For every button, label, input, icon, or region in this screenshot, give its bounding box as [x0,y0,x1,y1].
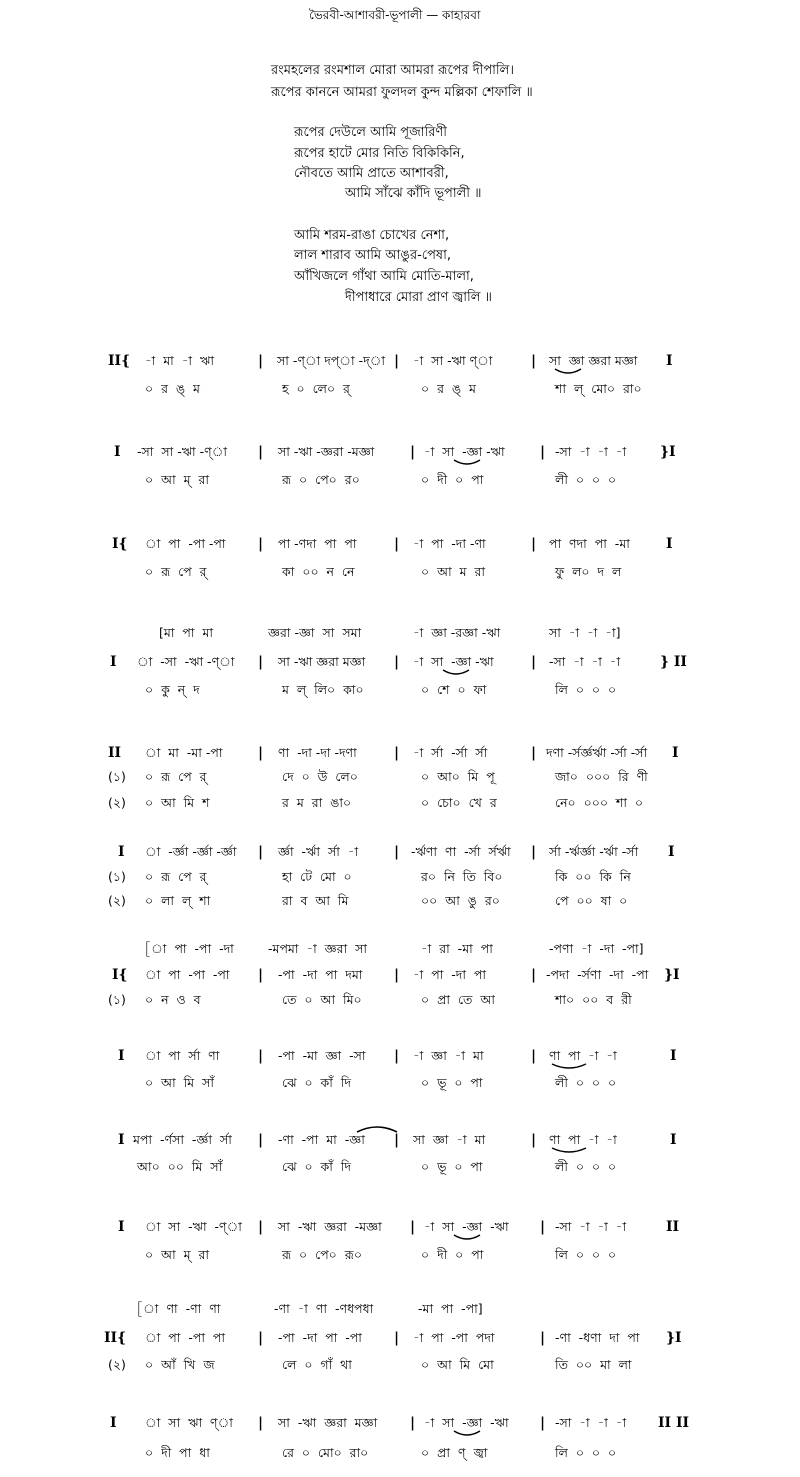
song-title: ভৈরবী-আশাবরী-ভূপালী — কাহারবা [309,8,481,22]
notation-measure: -সা সা -ঋা -ণ্‌া [137,444,228,459]
lyric-syllables: লে ০ গাঁ থা [282,1357,352,1372]
notation-measure: া -সা -ঋা -ণ্‌া [137,654,235,669]
lyric-line: আঁখিজলে গাঁথা আমি মোতি-মালা, [294,269,474,284]
lyric-syllables: ০ আ মি মো [421,1357,494,1372]
notation-measure: র্সা -র্ঋর্জ্ঞা -র্ঋা -র্সা [549,844,639,859]
lyric-syllables: ০ দী পা ধা [145,1445,210,1460]
bar-marker: I [666,353,673,369]
lyric-syllables: র ম রা ঙা০ [282,795,352,810]
lyric-syllables: ০ দী ০ পা [421,1247,484,1262]
lyric-syllables: ০ লা ল্‌ শা [145,893,211,908]
bar-line: | [540,1330,546,1346]
notation-measure: সা -ণ্‌া দপ্‌া -দ্‌া [277,353,386,368]
notation-measure: সা -ঋা -জ্ঞরা -মজ্ঞা [278,444,375,459]
bar-line: | [394,654,400,670]
lyric-syllables: ০ আ ম্‌ রা [145,1247,209,1262]
notation-measure: া সা -ঋা -ণ্‌া [145,1219,242,1234]
notation-measure: ণা -দা -দা -দণা [278,745,357,760]
lyric-syllables: ০ চো০ খে র [421,795,497,810]
notation-measure: -া সা -জ্ঞা -ঋা [424,1219,509,1234]
bar-line: | [531,967,537,983]
notation-measure: -ণা -ধণা দা পা [555,1330,640,1345]
notation-measure: া মা -মা -পা [145,745,223,760]
notation-measure: -ণা -পা মা -জ্ঞা [278,1132,365,1147]
bar-marker: I [118,1132,125,1148]
variation-measure: সা -া -া -া] [549,625,621,640]
notation-measure: পা ণদা পা -মা [549,536,630,551]
lyric-syllables: ০ দী ০ পা [421,472,484,487]
lyric-syllables: রূ ০ পে০ রূ০ [282,1247,362,1262]
variation-measure: জ্ঞরা -জ্ঞা সা সমা [268,625,362,640]
bar-line: | [258,654,264,670]
lyric-line: নৌবতে আমি প্রাতে আশাবরী, [294,166,449,181]
notation-measure: -সা -া -া -া [555,444,627,459]
verse-number: (১) [108,869,126,884]
lyric-syllables: ০ আ ম্‌ রা [145,472,209,487]
bar-line: | [394,967,400,983]
verse-number: (১) [108,769,126,784]
bar-line: | [394,536,400,552]
notation-measure: -া পা -পা পদা [413,1330,495,1345]
bar-marker: I [672,745,679,761]
lyric-syllables: ফু ল০ দ ল [555,564,622,579]
lyric-syllables: ০ রূ পে র্‌ [145,769,207,784]
bar-line: | [258,1219,264,1235]
notation-measure: -া সা -ঋা ণ্‌া [413,353,493,368]
lyric-syllables: ০ আ মি সাঁ [145,1075,214,1090]
bar-marker: I [666,536,673,552]
bar-marker: }I [660,444,676,460]
bar-marker: II [666,1219,680,1235]
lyric-syllables: লী ০ ০ ০ [555,1075,617,1090]
bar-line: | [531,844,537,860]
notation-measure: -পা -দা পা -পা [278,1330,362,1345]
notation-measure: -া সা -জ্ঞা -ঋা [413,654,494,669]
bar-marker: II{ [104,1330,127,1346]
variation-measure: -া জ্ঞা -রজ্ঞা -ঋা [413,625,501,640]
lyric-syllables: রে ০ মো০ রা০ [282,1445,369,1460]
notation-measure: -পদা -র্সণা -দা -পা [546,967,649,982]
notation-measure: সা জ্ঞা জ্ঞরা মজ্ঞা [549,353,638,368]
bar-marker: I [118,1219,125,1235]
lyric-syllables: ০ ন ও ব [145,992,201,1007]
lyric-syllables: ০ রূ পে র্‌ [145,869,207,884]
lyric-syllables: শা ল্‌ মো০ রা০ [555,381,642,396]
notation-measure: সা -ঋা জ্ঞরা মজ্ঞা [278,1415,378,1430]
bar-line: | [258,1048,264,1064]
notation-measure: পা -ণদা পা পা [278,536,357,551]
bar-marker: I [670,1048,677,1064]
bar-line: | [531,353,537,369]
verse-number: (২) [108,1357,126,1372]
notation-measure: া পা -পা -পা [145,967,230,982]
bar-line: | [410,1415,416,1431]
bar-line: | [531,745,537,761]
bar-line: | [394,1132,400,1148]
bar-line: | [540,1415,546,1431]
lyric-syllables: ০ আ০ মি পূ [421,769,495,784]
notation-measure: -র্ঋণা ণা -র্সা র্সর্ঋা [411,844,511,859]
bar-line: | [258,353,264,369]
variation-measure: -পণা -া -দা -পা] [549,941,644,956]
lyric-syllables: লি ০ ০ ০ [555,682,617,697]
notation-measure: া পা র্সা ণা [145,1048,220,1063]
notation-measure: মপা -র্ণসা -র্জ্ঞা র্সা [133,1132,232,1147]
notation-measure: সা -ঋা জ্ঞরা -মজ্ঞা [278,1219,382,1234]
lyric-syllables: হা টে মো ০ [282,869,352,884]
bar-line: | [258,745,264,761]
bar-line: | [540,1219,546,1235]
lyric-syllables: ০ র ঙ্‌ ম [421,381,476,396]
bar-line: | [258,444,264,460]
bar-marker: I{ [112,536,128,552]
lyric-syllables: দে ০ উ লে০ [282,769,358,784]
bar-marker: I [670,1132,677,1148]
lyric-syllables: জা০ ০০০ রি ণী [555,769,648,784]
variation-measure: -মপমা -া জ্ঞরা সা [268,941,367,956]
lyric-syllables: ০ কু ন্‌ দ [145,682,200,697]
bar-line: | [394,1330,400,1346]
notation-measure: -া মা -া ঋা [145,353,214,368]
bar-line: | [258,1330,264,1346]
lyric-syllables: ০ ভূ ০ পা [421,1159,483,1174]
notation-measure: দণা -র্সর্জ্ঞর্ঋা -র্সা -র্সা [546,745,648,760]
lyric-syllables: তি ০০ মা লা [555,1357,632,1372]
lyric-syllables: লি ০ ০ ০ [555,1445,617,1460]
lyric-syllables: ০ র ঙ্‌ ম [145,381,200,396]
slur-mark [441,668,471,678]
notation-measure: -সা -া -া -া [555,1415,627,1430]
slur-mark [452,1233,482,1243]
bar-marker: II{ [108,353,131,369]
lyric-line: দীপাধারে মোরা প্রাণ জ্বালি ॥ [345,290,492,305]
notation-measure: -া জ্ঞা -া মা [413,1048,484,1063]
variation-measure: [মা পা মা [159,625,214,640]
lyric-syllables: ০ প্রা তে আ [421,992,495,1007]
notation-measure: া পা -পা -পা [145,536,226,551]
bar-line: | [258,1132,264,1148]
bar-line: | [258,536,264,552]
lyric-syllables: শা০ ০০ ব রী [555,992,632,1007]
lyric-syllables: ঝে ০ কাঁ দি [282,1159,352,1174]
notation-measure: র্জ্ঞা -র্ঋা র্সা -া [278,844,359,859]
lyric-syllables: কা ০০ ন নে [282,564,355,579]
verse-number: (১) [108,992,126,1007]
bar-line: | [531,654,537,670]
bar-line: | [394,844,400,860]
notation-measure: া পা -পা পা [145,1330,226,1345]
slur-mark [355,1122,399,1134]
bar-marker: }I [666,1330,682,1346]
variation-measure: [া ণা -ণা ণা [137,1301,221,1316]
bar-line: | [531,1048,537,1064]
lyric-line: রূপের কাননে আমরা ফুলদল কুন্দ মল্লিকা শেফালি ॥ [271,85,533,100]
bar-line: | [410,1219,416,1235]
lyric-syllables: র০ নি তি বি০ [421,869,503,884]
lyric-syllables: লী ০ ০ ০ [555,472,617,487]
bar-line: | [258,967,264,983]
lyric-syllables: হ ০ লে০ র্‌ [282,381,350,396]
lyric-syllables: লী ০ ০ ০ [555,1159,617,1174]
lyric-syllables: রূ ০ পে০ র০ [282,472,360,487]
notation-measure: -সা -া -া -া [555,1219,627,1234]
bar-line: | [531,1132,537,1148]
lyric-syllables: রা ব আ মি [282,893,349,908]
slur-mark [550,1062,588,1072]
bar-marker: I [668,844,675,860]
notation-measure: ণা পা -া -া [549,1132,617,1147]
lyric-syllables: ০ ভূ ০ পা [421,1075,483,1090]
lyric-syllables: ঝে ০ কাঁ দি [282,1075,352,1090]
bar-marker: }I [664,967,680,983]
bar-marker: I [110,1415,117,1431]
lyric-line: রূপের দেউলে আমি পূজারিণী [294,125,447,140]
lyric-syllables: নে০ ০০০ শা ০ [555,795,644,810]
bar-line: | [394,1048,400,1064]
lyric-syllables: পে ০০ ষা ০ [555,893,628,908]
lyric-line: রংমহলের রংমশাল মোরা আমরা রূপের দীপালি। [271,63,514,78]
bar-marker: I [118,844,125,860]
bar-line: | [410,444,416,460]
variation-measure: -মা পা -পা] [418,1301,483,1316]
bar-line: | [258,844,264,860]
bar-marker: I [118,1048,125,1064]
lyric-syllables: ০ শে ০ ফা [421,682,487,697]
bar-line: | [394,745,400,761]
notation-measure: -া পা -দা পা [413,967,487,982]
bar-marker: I [110,654,117,670]
lyric-syllables: কি ০০ কি নি [555,869,631,884]
bar-line: | [394,353,400,369]
notation-measure: সা জ্ঞা -া মা [413,1132,486,1147]
verse-number: (২) [108,893,126,908]
slur-mark [553,367,583,377]
lyric-syllables: ০ আ ম রা [421,564,485,579]
bar-marker: I [114,444,121,460]
verse-number: (২) [108,795,126,810]
lyric-line: লাল শারাব আমি আঙুর-পেষা, [294,248,451,263]
bar-marker: I{ [112,967,128,983]
notation-measure: -া র্সা -র্সা র্সা [413,745,488,760]
lyric-syllables: তে ০ আ মি০ [282,992,362,1007]
slur-mark [452,1429,482,1439]
notation-measure: -া পা -দা -ণা [413,536,486,551]
lyric-line: রূপের হাটে মোর নিতি বিকিকিনি, [294,146,465,161]
lyric-syllables: ম ল্‌ লি০ কা০ [282,682,364,697]
lyric-syllables: ০ প্রা ণ্‌ জ্বা [421,1445,488,1460]
lyric-syllables: আ০ ০০ মি সাঁ [137,1159,223,1174]
variation-measure: [া পা -পা -দা [145,941,234,956]
lyric-line: আমি শরম-রাঙা চোখের নেশা, [294,228,450,243]
bar-marker: II [108,745,122,761]
notation-measure: -পা -দা পা দমা [278,967,363,982]
notation-measure: -পা -মা জ্ঞা -সা [278,1048,366,1063]
bar-marker: } II [660,654,687,670]
lyric-line: আমি সাঁঝে কাঁদি ভূপালী ॥ [345,186,482,201]
lyric-syllables: ০ আ মি শ [145,795,210,810]
notation-measure: া -র্জ্ঞা -র্জ্ঞা -র্জ্ঞা [145,844,237,859]
lyric-syllables: লি ০ ০ ০ [555,1247,617,1262]
variation-measure: -ণা -া ণা -ণধপধা [274,1301,374,1316]
slur-mark [550,1146,588,1156]
bar-line: | [531,536,537,552]
notation-measure: া সা ঋা ণ্‌া [145,1415,233,1430]
variation-measure: -া রা -মা পা [421,941,493,956]
bar-line: | [540,444,546,460]
notation-measure: -সা -া -া -া [549,654,621,669]
notation-measure: সা -ঋা জ্ঞরা মজ্ঞা [278,654,366,669]
lyric-syllables: ০ রূ পে র্‌ [145,564,207,579]
lyric-syllables: ০ আঁ খি জ [145,1357,215,1372]
notation-measure: -া সা -জ্ঞা -ঋা [424,444,505,459]
notation-measure: -া সা -জ্ঞা -ঋা [424,1415,509,1430]
bar-marker: II II [658,1415,690,1431]
notation-measure: ণা পা -া -া [549,1048,617,1063]
lyric-syllables: ০০ আ ঙু র০ [421,893,500,908]
bar-line: | [258,1415,264,1431]
slur-mark [452,458,482,468]
